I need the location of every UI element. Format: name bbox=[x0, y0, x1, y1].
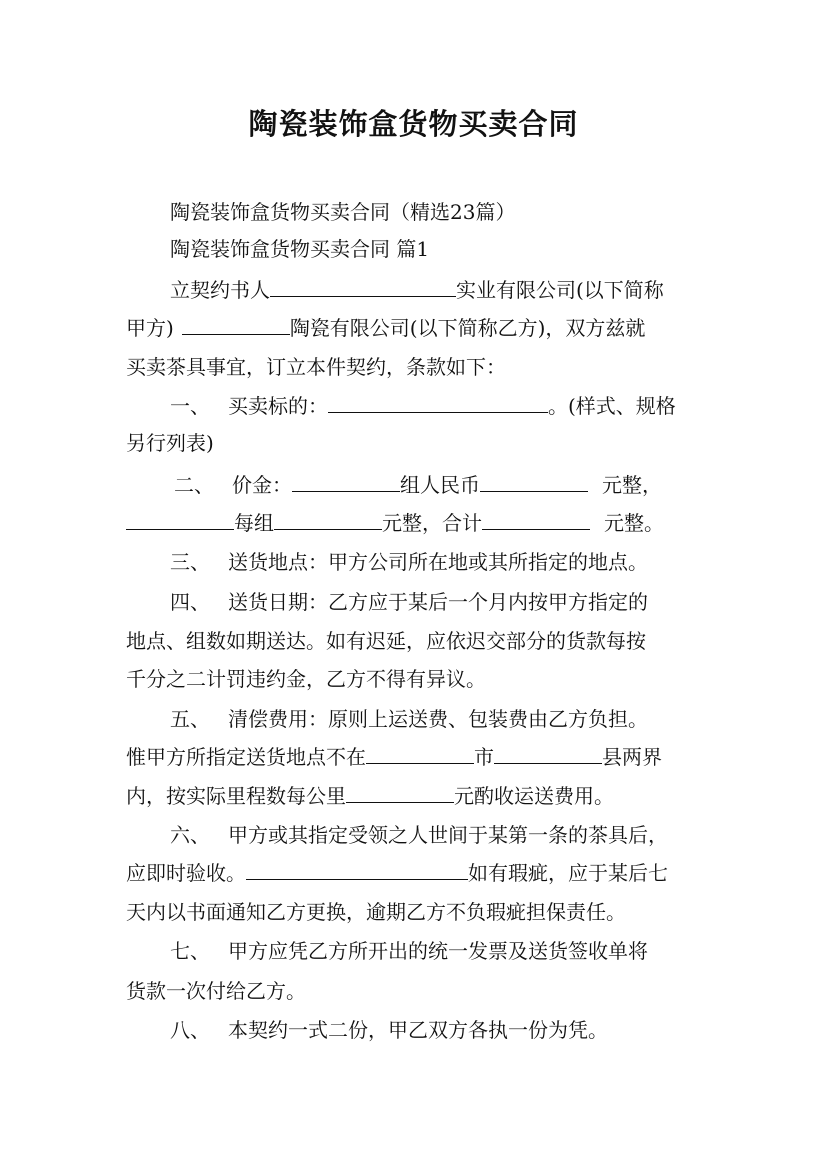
clause-number: 八、 bbox=[170, 1018, 210, 1042]
intro-line-2 bbox=[126, 316, 645, 340]
blank-amount bbox=[126, 511, 234, 530]
blank-sum bbox=[482, 511, 590, 530]
blank-unit-price bbox=[274, 511, 382, 530]
blank-county bbox=[494, 745, 602, 764]
clause-4-line-2: 地点、组数如期送达。如有迟延，应依迟交部分的货款每按 bbox=[126, 629, 646, 653]
clause-2-line-1 bbox=[174, 473, 662, 497]
clause-number: 二、 bbox=[174, 473, 214, 497]
clause-text: 元整，合计 bbox=[382, 511, 482, 535]
clause-5-line-2 bbox=[126, 745, 662, 769]
clause-6-line-1 bbox=[170, 823, 668, 847]
clause-number: 四、 bbox=[170, 590, 210, 614]
clause-text: 县两界 bbox=[602, 745, 662, 769]
intro-text: 甲方) bbox=[126, 316, 174, 340]
intro-line-3: 买卖茶具事宜，订立本件契约，条款如下： bbox=[126, 355, 506, 379]
section-heading: 陶瓷装饰盒货物买卖合同 篇1 bbox=[170, 237, 430, 261]
clause-text: 送货地点：甲方公司所在地或其所指定的地点。 bbox=[228, 550, 648, 574]
clause-text: 如有瑕疵，应于某后七 bbox=[468, 861, 668, 885]
clause-1-line-1 bbox=[170, 394, 676, 418]
clause-7-line-1 bbox=[170, 939, 648, 963]
blank-city bbox=[366, 745, 474, 764]
clause-4-line-3: 千分之二计罚违约金，乙方不得有异议。 bbox=[126, 667, 486, 691]
clause-text: 元整。 bbox=[604, 511, 664, 535]
clause-4-line-1 bbox=[170, 590, 648, 614]
clause-text: 市 bbox=[474, 745, 494, 769]
document-subtitle: 陶瓷装饰盒货物买卖合同（精选23篇） bbox=[170, 200, 516, 224]
clause-3 bbox=[170, 550, 648, 574]
blank-item bbox=[328, 394, 548, 413]
clause-text: 惟甲方所指定送货地点不在 bbox=[126, 745, 366, 769]
clause-8 bbox=[170, 1018, 608, 1042]
blank-inspection bbox=[246, 861, 468, 880]
blank-party-b bbox=[182, 316, 290, 335]
clause-5-line-1 bbox=[170, 707, 648, 731]
clause-text: 每组 bbox=[234, 511, 274, 535]
clause-text: 应即时验收。 bbox=[126, 861, 246, 885]
clause-text: 元整， bbox=[602, 473, 662, 497]
intro-text: 立契约书人 bbox=[170, 278, 270, 302]
clause-1-line-2: 另行列表) bbox=[126, 431, 214, 455]
blank-party-a bbox=[270, 278, 456, 297]
blank-quantity bbox=[292, 473, 400, 492]
clause-text: 。(样式、规格 bbox=[548, 394, 676, 418]
clause-text: 甲方应凭乙方所开出的统一发票及送货签收单将 bbox=[228, 939, 648, 963]
clause-text: 买卖标的： bbox=[228, 394, 328, 418]
intro-line-1 bbox=[170, 278, 664, 302]
clause-number: 一、 bbox=[170, 394, 210, 418]
clause-2-line-2 bbox=[126, 511, 664, 535]
clause-text: 甲方或其指定受领之人世间于某第一条的茶具后， bbox=[228, 823, 668, 847]
blank-price-total bbox=[480, 473, 588, 492]
clause-number: 五、 bbox=[170, 707, 210, 731]
clause-5-line-3 bbox=[126, 784, 614, 808]
blank-rate bbox=[346, 784, 454, 803]
clause-number: 七、 bbox=[170, 939, 210, 963]
clause-text: 组人民币 bbox=[400, 473, 480, 497]
clause-7-line-2: 货款一次付给乙方。 bbox=[126, 979, 306, 1003]
clause-number: 六、 bbox=[170, 823, 210, 847]
clause-text: 本契约一式二份，甲乙双方各执一份为凭。 bbox=[228, 1018, 608, 1042]
intro-text: 陶瓷有限公司(以下简称乙方)，双方兹就 bbox=[289, 316, 646, 340]
clause-6-line-3: 天内以书面通知乙方更换，逾期乙方不负瑕疵担保责任。 bbox=[126, 900, 626, 924]
clause-text: 送货日期：乙方应于某后一个月内按甲方指定的 bbox=[228, 590, 648, 614]
clause-text: 清偿费用：原则上运送费、包装费由乙方负担。 bbox=[228, 707, 648, 731]
clause-text: 价金： bbox=[232, 473, 292, 497]
document-title: 陶瓷装饰盒货物买卖合同 bbox=[248, 107, 579, 141]
intro-text: 实业有限公司(以下简称 bbox=[456, 278, 664, 302]
clause-6-line-2 bbox=[126, 861, 668, 885]
clause-text: 元酌收运送费用。 bbox=[454, 784, 614, 808]
clause-number: 三、 bbox=[170, 550, 210, 574]
clause-text: 内，按实际里程数每公里 bbox=[126, 784, 346, 808]
